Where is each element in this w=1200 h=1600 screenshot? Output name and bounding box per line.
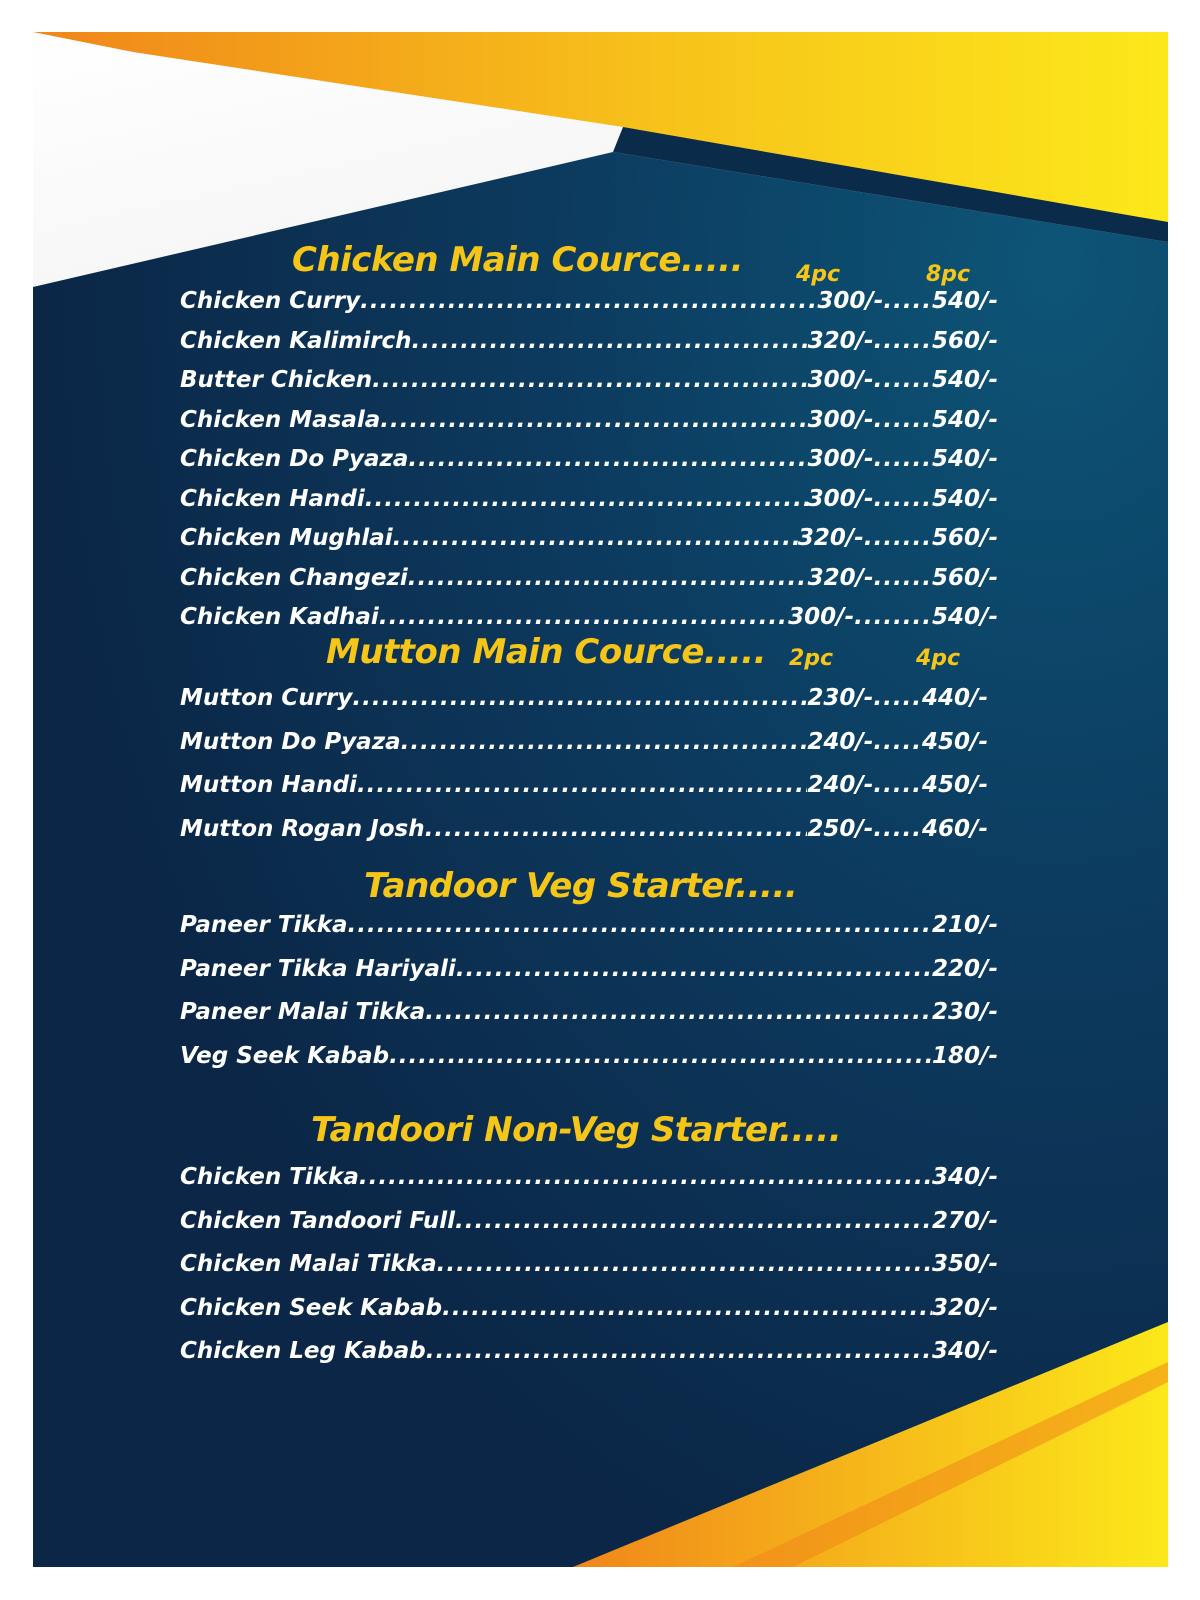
price-separator: ...... (873, 564, 933, 591)
column-header-4pc-mutton: 4pc (916, 646, 961, 671)
item-name: Chicken Masala (180, 406, 381, 433)
dot-leader (426, 1330, 932, 1374)
menu-item-row (180, 764, 988, 808)
dot-leader (408, 440, 807, 480)
item-price-large: 560/- (932, 327, 998, 354)
price-separator: ..... (873, 772, 923, 798)
dot-leader (372, 361, 808, 401)
menu-item-row (180, 721, 988, 765)
item-price-large: 540/- (932, 367, 998, 393)
column-header-4pc: 4pc (796, 262, 841, 287)
dot-leader (360, 282, 817, 322)
item-name: Chicken Tandoori Full (180, 1207, 456, 1234)
item-name: Butter Chicken (180, 367, 373, 393)
dot-leader (359, 1156, 932, 1200)
item-price-small: 320/- (807, 327, 874, 354)
section-title-mutton-main: Mutton Main Cource..... (326, 632, 766, 672)
item-price: 270/- (932, 1207, 998, 1234)
dot-leader (380, 401, 807, 441)
item-name: Chicken Malai Tikka (180, 1251, 437, 1277)
price-separator: ...... (873, 327, 933, 354)
dot-leader (352, 677, 807, 721)
menu-item-row (180, 808, 988, 852)
tandoori-nonveg-list (180, 1156, 998, 1374)
menu-item-row (180, 401, 998, 441)
menu-item-row (180, 361, 998, 401)
menu-item-row (180, 1243, 998, 1287)
dot-leader (437, 1243, 932, 1287)
item-price-small: 240/- (807, 728, 874, 755)
item-name: Chicken Changezi (180, 564, 408, 591)
item-price: 210/- (932, 912, 998, 938)
menu-item-row (180, 677, 988, 721)
item-price: 320/- (932, 1294, 998, 1321)
menu-item-row (180, 322, 998, 362)
item-price: 220/- (932, 955, 998, 982)
item-price-large: 450/- (922, 772, 988, 798)
menu-item-row (180, 519, 998, 559)
item-price-large: 560/- (932, 564, 998, 591)
menu-item-row (180, 1035, 998, 1079)
menu-item-row (180, 480, 998, 520)
menu-item-row (180, 991, 998, 1035)
section-title-tandoor-veg: Tandoor Veg Starter..... (364, 866, 798, 906)
item-price: 180/- (932, 1042, 998, 1069)
price-separator: ...... (873, 446, 933, 472)
menu-item-row (180, 440, 998, 480)
item-name: Chicken Leg Kabab (180, 1338, 426, 1364)
menu-item-row (180, 559, 998, 599)
mutton-main-list (180, 677, 988, 851)
item-price-large: 460/- (922, 815, 988, 842)
item-price-small: 300/- (807, 367, 874, 393)
item-price-small: 300/- (788, 604, 855, 630)
chicken-main-list (180, 282, 998, 638)
tandoor-veg-list (180, 904, 998, 1078)
dot-leader (348, 904, 933, 948)
menu-item-row (180, 1287, 998, 1331)
item-price-large: 560/- (932, 525, 998, 551)
menu-item-row (180, 904, 998, 948)
price-separator: ..... (873, 815, 923, 842)
item-price: 340/- (932, 1338, 998, 1364)
item-name: Chicken Handi (180, 485, 365, 512)
price-separator: ...... (873, 406, 933, 433)
item-price-small: 300/- (817, 288, 884, 314)
dot-leader (425, 808, 808, 852)
item-price-large: 540/- (932, 446, 998, 472)
item-name: Paneer Malai Tikka (180, 999, 426, 1025)
item-name: Mutton Do Pyaza (180, 728, 401, 755)
item-price-large: 540/- (932, 604, 998, 630)
price-separator: ..... (873, 685, 923, 711)
menu-item-row (180, 1200, 998, 1244)
price-separator: ........ (854, 604, 933, 630)
item-price-small: 240/- (807, 772, 874, 798)
price-separator: ...... (873, 367, 933, 393)
dot-leader (401, 721, 808, 765)
column-header-8pc: 8pc (926, 262, 971, 287)
item-price-small: 300/- (807, 485, 874, 512)
item-price-large: 450/- (922, 728, 988, 755)
section-title-chicken-main: Chicken Main Cource..... (292, 240, 744, 280)
item-price-large: 540/- (932, 406, 998, 433)
item-name: Chicken Kadhai (180, 604, 379, 630)
dot-leader (389, 1035, 932, 1079)
item-price-small: 230/- (807, 685, 874, 711)
price-separator: ..... (883, 288, 933, 314)
item-price: 340/- (932, 1164, 998, 1190)
item-name: Mutton Curry (180, 685, 353, 711)
price-separator: ...... (873, 485, 933, 512)
dot-leader (393, 519, 798, 559)
item-price-small: 320/- (797, 525, 864, 551)
item-name: Chicken Tikka (180, 1164, 359, 1190)
item-price-small: 300/- (807, 446, 874, 472)
item-name: Paneer Tikka (180, 912, 348, 938)
menu-item-row (180, 282, 998, 322)
dot-leader (425, 991, 932, 1035)
item-price: 350/- (932, 1251, 998, 1277)
dot-leader (456, 948, 932, 992)
item-price-large: 540/- (932, 485, 998, 512)
item-name: Chicken Do Pyaza (180, 446, 409, 472)
section-title-tandoori-nonveg: Tandoori Non-Veg Starter..... (311, 1110, 842, 1150)
item-price-large: 540/- (932, 288, 998, 314)
item-price: 230/- (932, 999, 998, 1025)
dot-leader (455, 1200, 932, 1244)
item-price-small: 320/- (807, 564, 874, 591)
price-separator: ....... (863, 525, 933, 551)
item-name: Paneer Tikka Hariyali (180, 955, 456, 982)
menu-item-row (180, 948, 998, 992)
item-price-small: 250/- (807, 815, 874, 842)
item-name: Chicken Seek Kabab (180, 1294, 443, 1321)
item-price-small: 300/- (807, 406, 874, 433)
menu-item-row (180, 1330, 998, 1374)
item-name: Mutton Rogan Josh (180, 815, 425, 842)
dot-leader (365, 480, 808, 520)
item-price-large: 440/- (922, 685, 988, 711)
column-header-2pc: 2pc (789, 646, 834, 671)
item-name: Chicken Mughlai (180, 525, 393, 551)
dot-leader (357, 764, 807, 808)
menu-content (33, 32, 1168, 1567)
item-name: Chicken Curry (180, 288, 361, 314)
item-name: Mutton Handi (180, 772, 357, 798)
price-separator: ..... (873, 728, 923, 755)
menu-item-row (180, 1156, 998, 1200)
item-name: Chicken Kalimirch (180, 327, 412, 354)
dot-leader (408, 559, 808, 599)
dot-leader (412, 322, 808, 362)
item-name: Veg Seek Kabab (180, 1042, 390, 1069)
menu-sheet (33, 32, 1168, 1567)
dot-leader (442, 1287, 932, 1331)
